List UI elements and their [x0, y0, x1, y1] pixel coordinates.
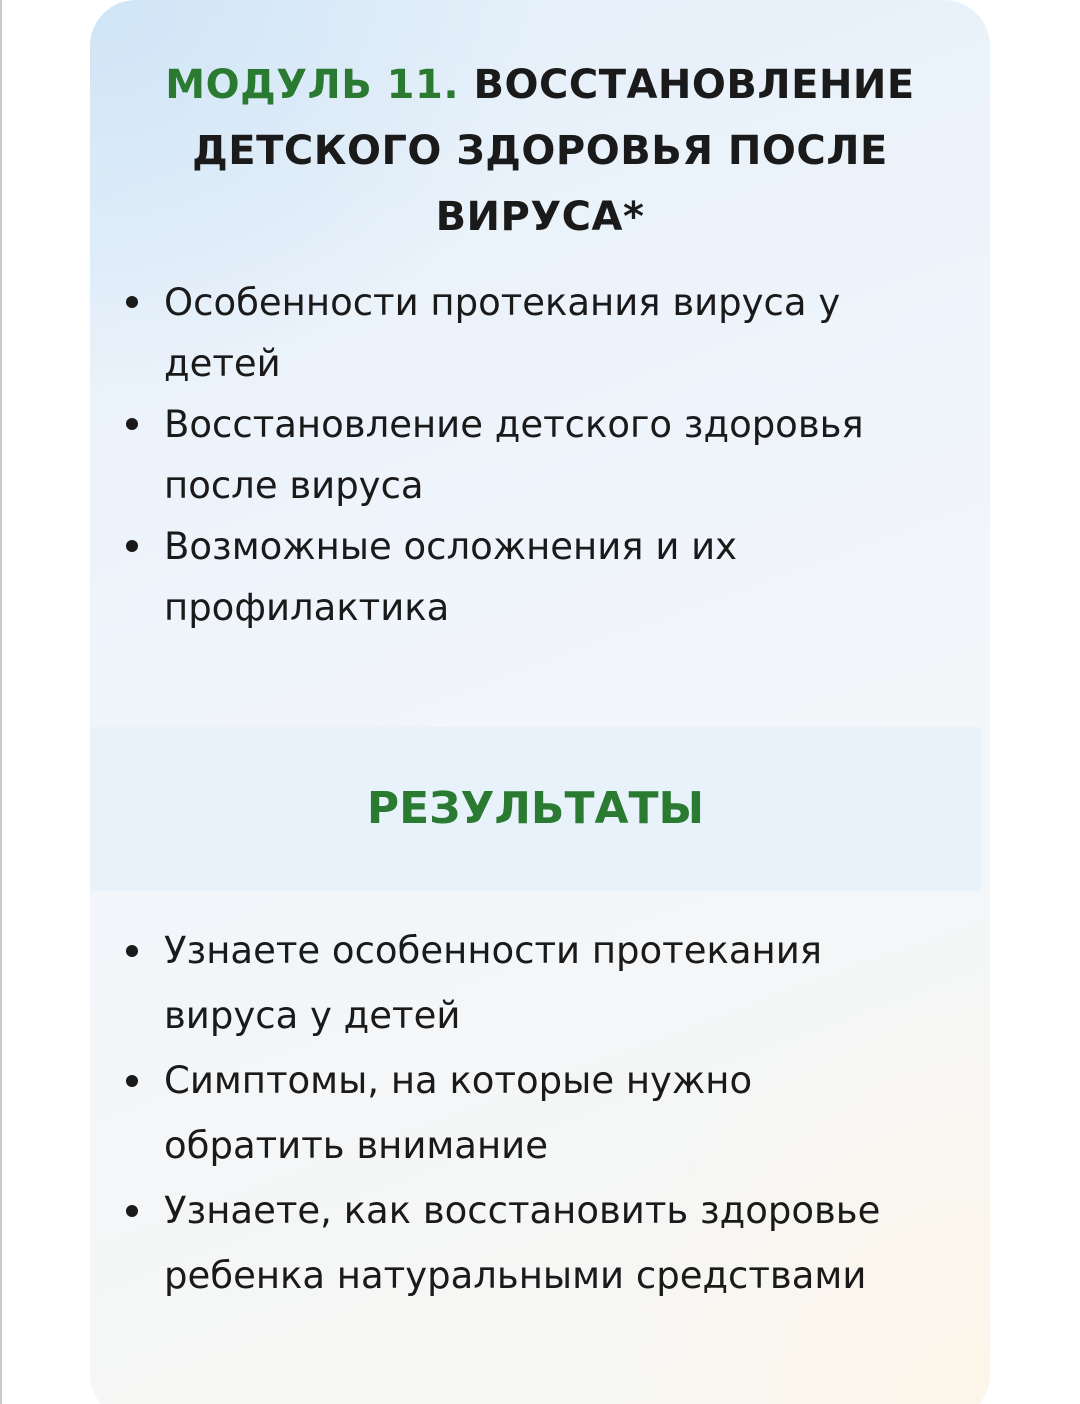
results-heading: РЕЗУЛЬТАТЫ: [366, 783, 705, 834]
page-left-edge: [0, 0, 2, 1404]
list-item: [126, 918, 956, 1048]
bullet-dot-icon: [126, 296, 138, 308]
list-item-line1: Возможные осложнения и их: [164, 525, 738, 568]
bullet-dot-icon: [126, 418, 138, 430]
list-item-line2: профилактика: [164, 586, 450, 629]
list-item-line2: обратить внимание: [164, 1124, 548, 1167]
bullet-dot-icon: [126, 1075, 138, 1087]
list-item-line2: после вируса: [164, 464, 424, 507]
list-item-line1: Симптомы, на которые нужно: [164, 1059, 753, 1102]
module-title: [90, 52, 990, 250]
module-number: МОДУЛЬ 11.: [165, 62, 460, 108]
topics-list: [126, 272, 956, 638]
list-item: [126, 394, 956, 516]
results-header-band: [90, 727, 981, 891]
list-item-line2: ребенка натуральными средствами: [164, 1254, 867, 1297]
list-item-line1: Узнаете особенности протекания: [164, 929, 822, 972]
list-item: [126, 272, 956, 394]
module-card: [90, 0, 990, 1404]
list-item: [126, 1048, 956, 1178]
list-item-line2: вируса у детей: [164, 994, 461, 1037]
bullet-dot-icon: [126, 1205, 138, 1217]
list-item: [126, 1178, 956, 1308]
module-title-line1: ВОССТАНОВЛЕНИЕ: [473, 62, 915, 108]
results-list: [126, 918, 956, 1308]
list-item-line1: Восстановление детского здоровья: [164, 403, 864, 446]
list-item-line1: Особенности протекания вируса у: [164, 281, 841, 324]
list-item-line1: Узнаете, как восстановить здоровье: [164, 1189, 881, 1232]
module-title-line2: ДЕТСКОГО ЗДОРОВЬЯ ПОСЛЕ: [192, 128, 888, 174]
module-title-line3: ВИРУСА*: [435, 194, 645, 240]
list-item-line2: детей: [164, 342, 281, 385]
bullet-dot-icon: [126, 540, 138, 552]
list-item: [126, 516, 956, 638]
bullet-dot-icon: [126, 945, 138, 957]
